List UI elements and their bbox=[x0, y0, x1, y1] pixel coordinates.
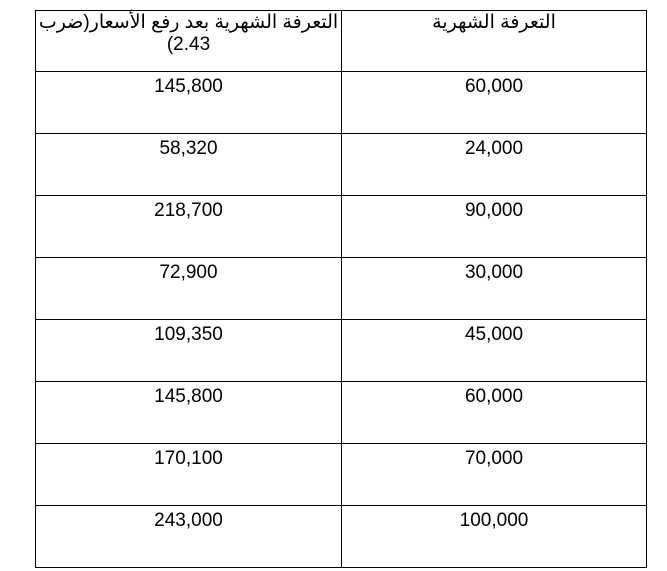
cell-monthly bbox=[342, 134, 647, 196]
table-header-row bbox=[36, 11, 647, 72]
table-row bbox=[36, 506, 647, 568]
table-row bbox=[36, 72, 647, 134]
cell-monthly bbox=[342, 506, 647, 568]
table-row bbox=[36, 196, 647, 258]
table-row bbox=[36, 382, 647, 444]
cell-after-increase bbox=[36, 72, 342, 134]
cell-after-increase bbox=[36, 134, 342, 196]
value-monthly: 60,000 bbox=[464, 76, 524, 97]
value-monthly: 70,000 bbox=[464, 448, 524, 469]
cell-after-increase bbox=[36, 320, 342, 382]
value-monthly: 100,000 bbox=[459, 510, 529, 531]
value-monthly: 90,000 bbox=[464, 200, 524, 221]
value-after-increase: 145,800 bbox=[154, 76, 223, 97]
header-monthly-label: التعرفة الشهرية bbox=[432, 12, 556, 33]
table-row bbox=[36, 320, 647, 382]
cell-after-increase bbox=[36, 506, 342, 568]
cell-after-increase bbox=[36, 196, 342, 258]
value-after-increase: 145,800 bbox=[154, 386, 223, 407]
value-after-increase: 218,700 bbox=[154, 200, 223, 221]
cell-monthly bbox=[342, 72, 647, 134]
cell-monthly bbox=[342, 444, 647, 506]
header-cell-after-increase bbox=[36, 11, 342, 72]
cell-monthly bbox=[342, 258, 647, 320]
cell-monthly bbox=[342, 196, 647, 258]
value-monthly: 30,000 bbox=[464, 262, 524, 283]
value-monthly: 60,000 bbox=[464, 386, 524, 407]
header-after-increase-label: التعرفة الشهرية بعد رفع الأسعار(ضرب 2.43) bbox=[38, 12, 339, 55]
cell-monthly bbox=[342, 320, 647, 382]
cell-after-increase bbox=[36, 444, 342, 506]
table-row bbox=[36, 444, 647, 506]
cell-after-increase bbox=[36, 258, 342, 320]
value-monthly: 45,000 bbox=[464, 324, 524, 345]
tariff-table bbox=[35, 10, 647, 568]
value-after-increase: 170,100 bbox=[154, 448, 223, 469]
value-after-increase: 58,320 bbox=[159, 138, 218, 159]
value-after-increase: 109,350 bbox=[154, 324, 223, 345]
cell-monthly bbox=[342, 382, 647, 444]
header-cell-monthly bbox=[342, 11, 647, 72]
cell-after-increase bbox=[36, 382, 342, 444]
table-row bbox=[36, 258, 647, 320]
value-after-increase: 72,900 bbox=[159, 262, 218, 283]
value-monthly: 24,000 bbox=[464, 138, 524, 159]
value-after-increase: 243,000 bbox=[154, 510, 223, 531]
table-row bbox=[36, 134, 647, 196]
